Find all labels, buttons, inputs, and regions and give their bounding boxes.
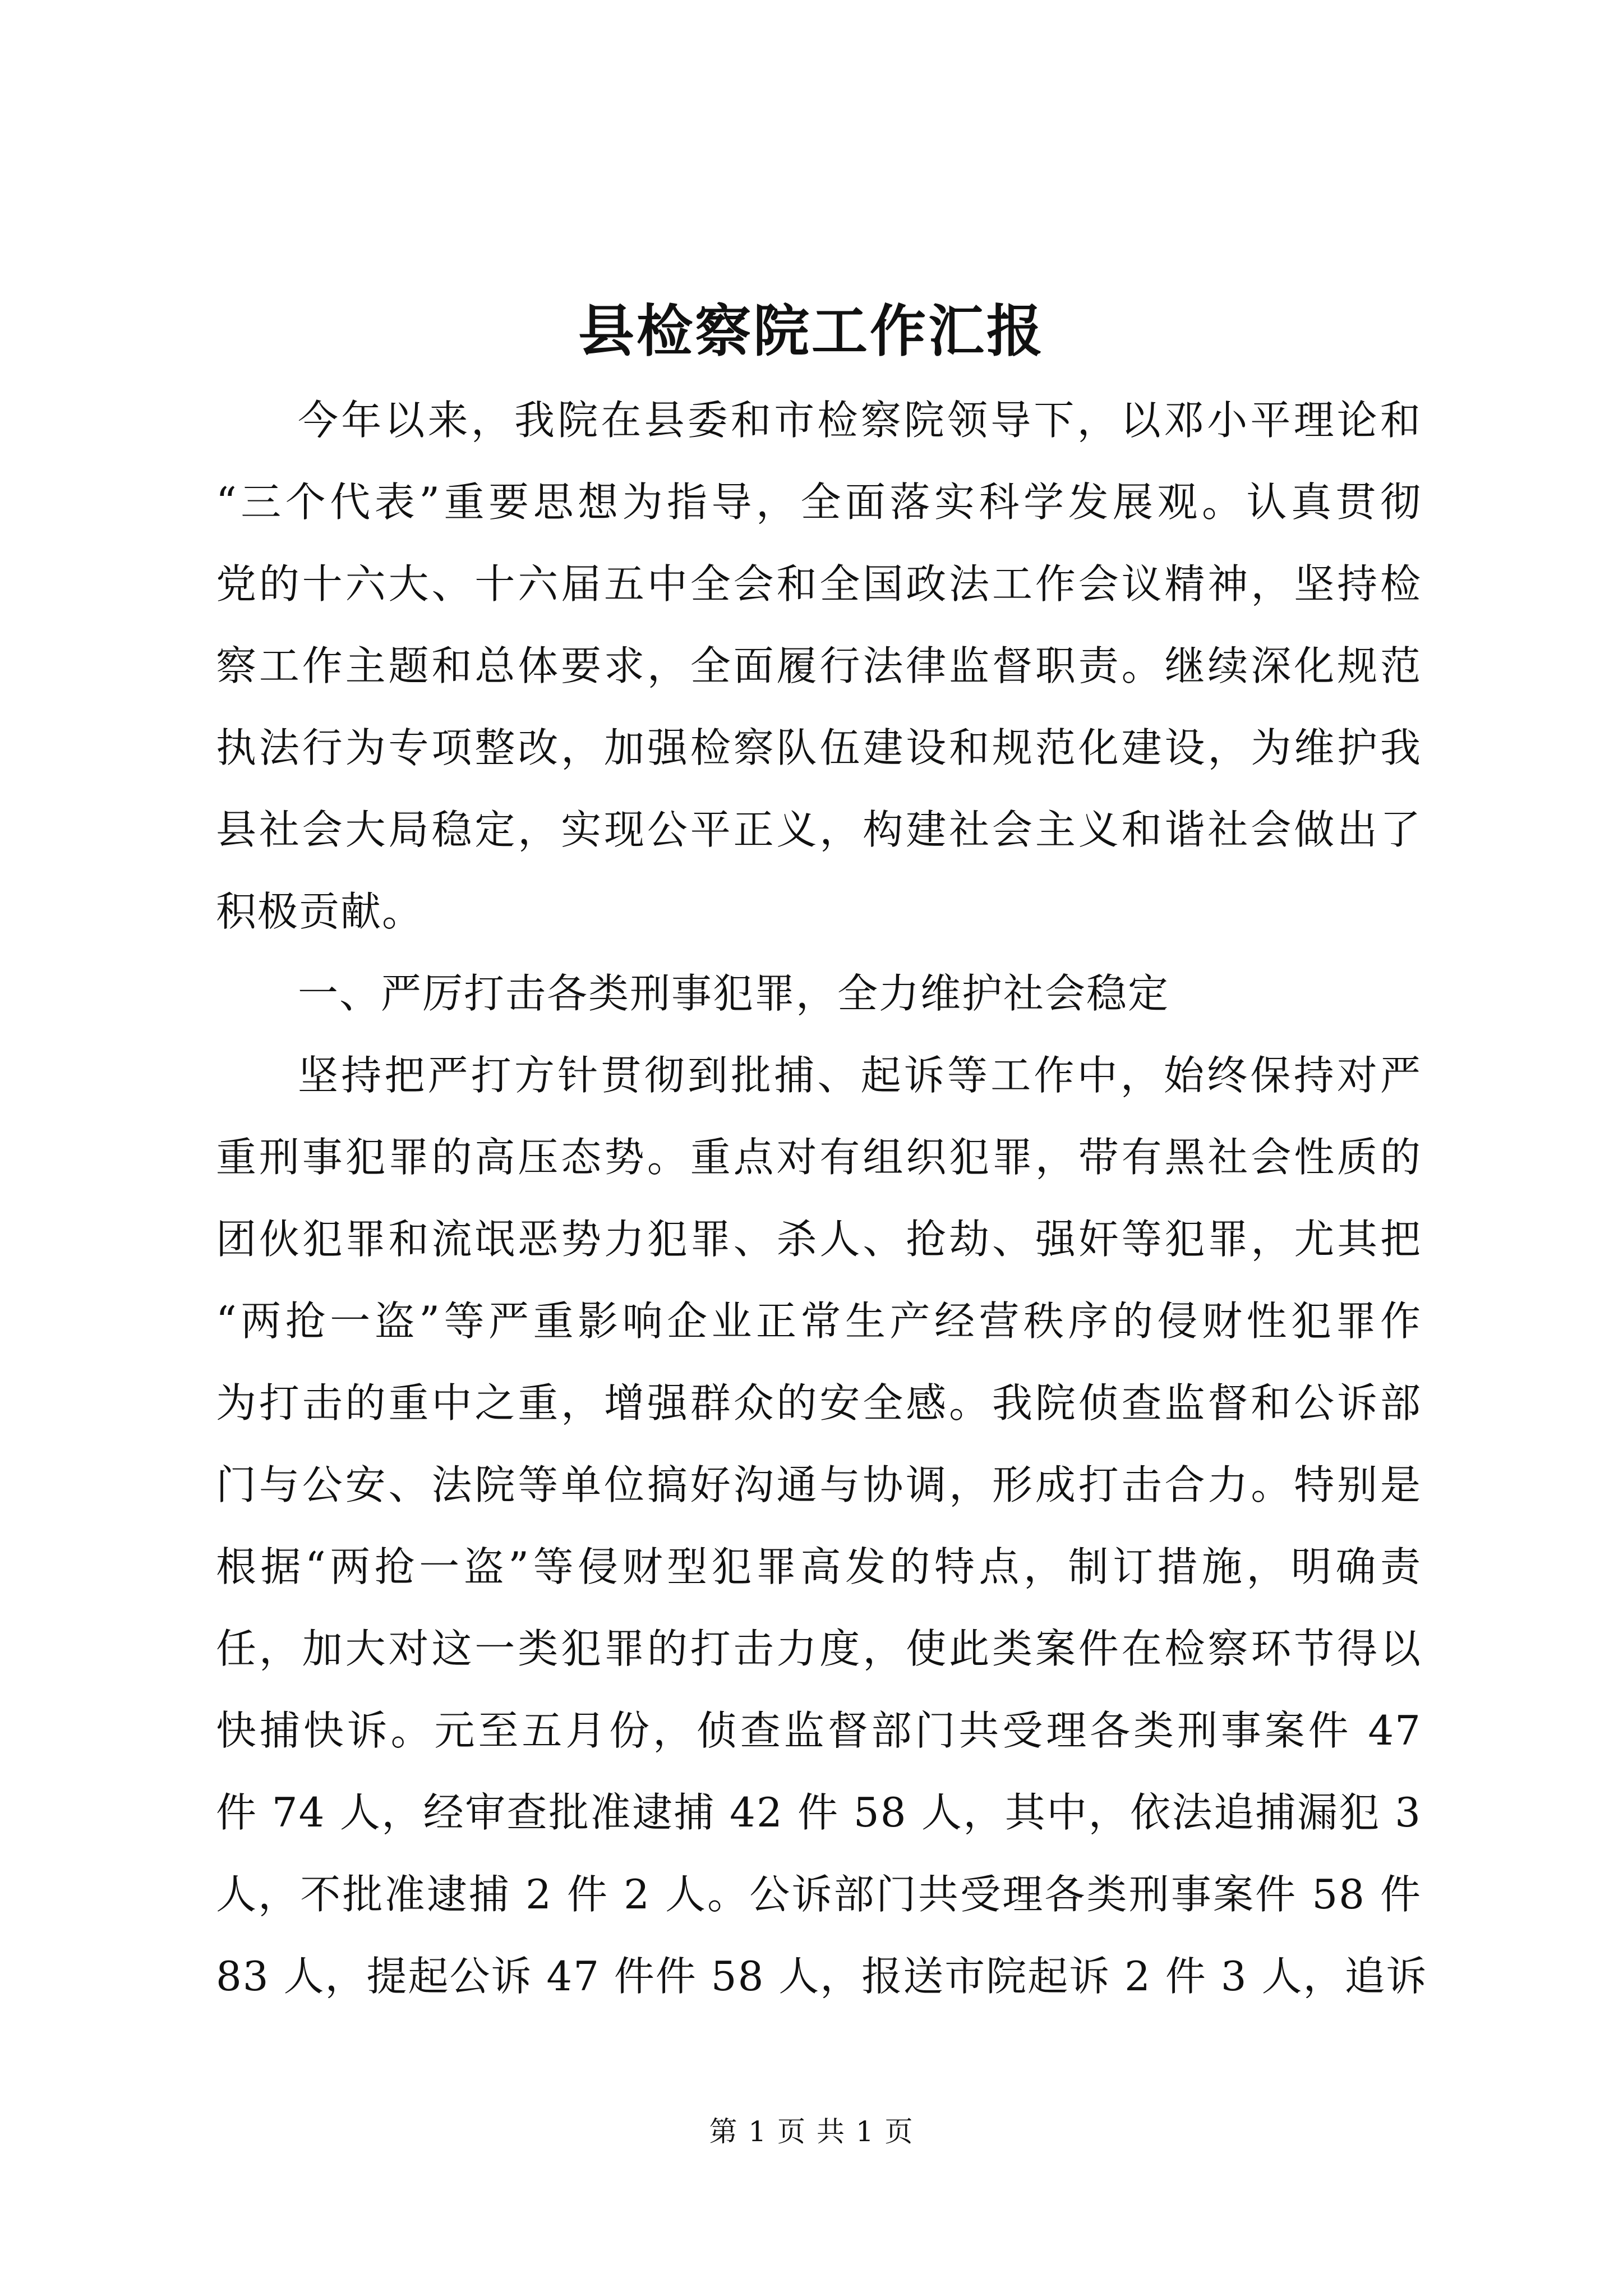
- page-number: 第 1 页 共 1 页: [709, 2115, 914, 2148]
- page-title: 县检察院工作汇报: [578, 298, 1045, 364]
- paragraph-line: 积极贡献。: [216, 888, 424, 935]
- section-heading: 一、严厉打击各类刑事犯罪，全力维护社会稳定: [298, 970, 1170, 1017]
- paragraph-line: 今年以来，我院在县委和市检察院领导下，以邓小平理论和: [298, 397, 1422, 444]
- paragraph-line: 快捕快诉。元至五月份，侦查监督部门共受理各类刑事案件 47: [216, 1707, 1422, 1754]
- paragraph-line: 件 74 人，经审查批准逮捕 42 件 58 人，其中，依法追捕漏犯 3: [216, 1789, 1422, 1836]
- paragraph-line: 执法行为专项整改，加强检察队伍建设和规范化建设，为维护我: [216, 724, 1422, 771]
- paragraph-line: 人，不批准逮捕 2 件 2 人。公诉部门共受理各类刑事案件 58 件: [216, 1871, 1422, 1918]
- paragraph-line: 县社会大局稳定，实现公平正义，构建社会主义和谐社会做出了: [216, 806, 1422, 853]
- paragraph-line: 为打击的重中之重，增强群众的安全感。我院侦查监督和公诉部: [216, 1379, 1422, 1427]
- paragraph-line: 门与公安、法院等单位搞好沟通与协调，形成打击合力。特别是: [216, 1461, 1422, 1508]
- paragraph-line: 任，加大对这一类犯罪的打击力度，使此类案件在检察环节得以: [216, 1625, 1422, 1672]
- paragraph-line: 党的十六大、十六届五中全会和全国政法工作会议精神，坚持检: [216, 560, 1422, 608]
- paragraph-line: 坚持把严打方针贯彻到批捕、起诉等工作中，始终保持对严: [298, 1052, 1422, 1099]
- paragraph-line: 根据“两抢一盗”等侵财型犯罪高发的特点，制订措施，明确责: [216, 1543, 1422, 1590]
- paragraph-line: 83 人，提起公诉 47 件件 58 人，报送市院起诉 2 件 3 人，追诉: [216, 1953, 1428, 2000]
- paragraph-line: “三个代表”重要思想为指导，全面落实科学发展观。认真贯彻: [216, 478, 1422, 526]
- paragraph-line: 察工作主题和总体要求，全面履行法律监督职责。继续深化规范: [216, 642, 1422, 689]
- document-body: [216, 379, 1428, 2017]
- paragraph-line: 重刑事犯罪的高压态势。重点对有组织犯罪，带有黑社会性质的: [216, 1134, 1422, 1181]
- paragraph-line: 团伙犯罪和流氓恶势力犯罪、杀人、抢劫、强奸等犯罪，尤其把: [216, 1216, 1422, 1263]
- paragraph-line: “两抢一盗”等严重影响企业正常生产经营秩序的侵财性犯罪作: [216, 1297, 1422, 1345]
